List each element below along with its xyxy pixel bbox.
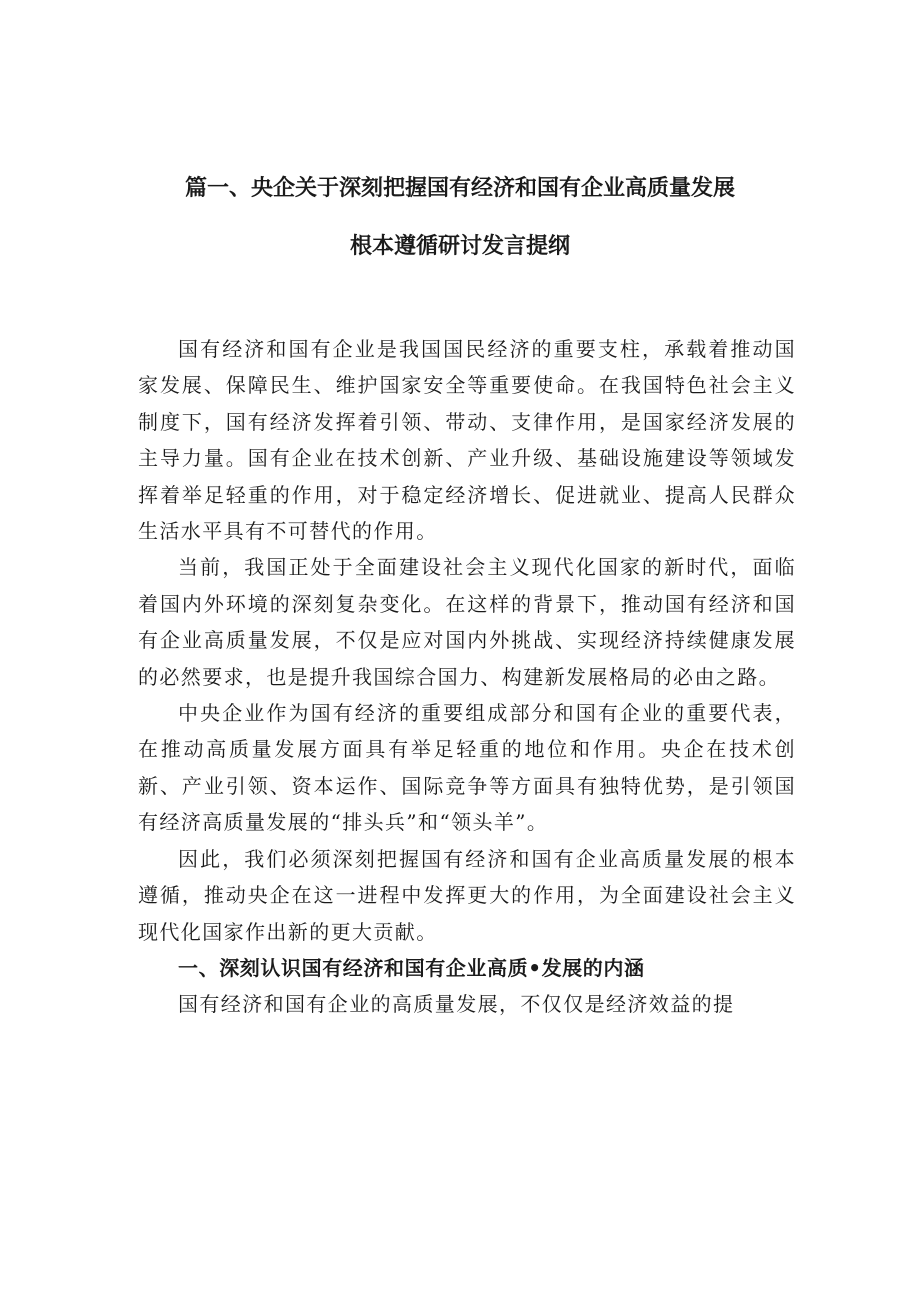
document-body [138, 331, 796, 1023]
document-title-line-2: 根本遵循研讨发言提纲 [349, 234, 570, 259]
body-paragraph-5: 国有经济和国有企业的高质量发展，不仅仅是经济效益的提 [178, 992, 735, 1017]
document-title-line-1: 篇一、央企关于深刻把握国有经济和国有企业高质量发展 [184, 176, 735, 201]
body-paragraph-3: 中央企业作为国有经济的重要组成部分和国有企业的重要代表，在推动高质量发展方面具有举足轻重的地位和作用。央企在技术创新、产业引领、资本运作、国际竞争等方面具有独特优势，是引领国有经济高质量发展的“排头兵”和“领头羊”。 [138, 701, 796, 835]
body-paragraph-1: 国有经济和国有企业是我国国民经济的重要支柱，承载着推动国家发展、保障民生、维护国家安全等重要使命。在我国特色社会主义制度下，国有经济发挥着引领、带动、支律作用，是国家经济发展的主导力量。国有企业在技术创新、产业升级、基础设施建设等领域发挥着举足轻重的作用，对于稳定经济增长、促进就业、提高人民群众生活水平具有不可替代的作用。 [138, 337, 796, 544]
body-paragraph-4: 因此，我们必须深刻把握国有经济和国有企业高质量发展的根本遵循，推动央企在这一进程中发挥更大的作用，为全面建设社会主义现代化国家作出新的更大贡献。 [138, 846, 796, 944]
body-paragraph-2: 当前，我国正处于全面建设社会主义现代化国家的新时代，面临着国内外环境的深刻复杂变化。在这样的背景下，推动国有经济和国有企业高质量发展，不仅是应对国内外挑战、实现经济持续健康发展的必然要求，也是提升我国综合国力、构建新发展格局的必由之路。 [138, 555, 796, 689]
section-heading-1: 一、深刻认识国有经济和国有企业高质•发展的内涵 [178, 955, 645, 980]
